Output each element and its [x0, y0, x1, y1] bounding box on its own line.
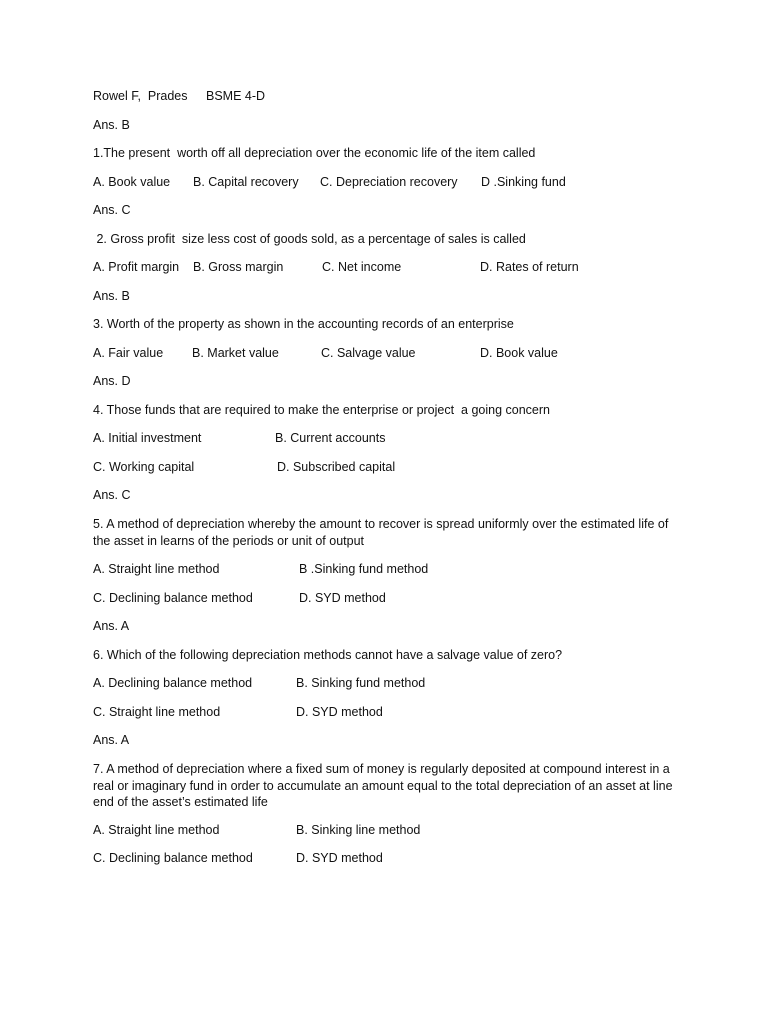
- student-name: Rowel F, Prades: [93, 89, 188, 103]
- question-6-option-d: D. SYD method: [296, 705, 383, 719]
- answer-7: Ans. A: [93, 733, 130, 747]
- question-6-option-a: A. Declining balance method: [93, 676, 253, 690]
- question-6-option-b: B. Sinking fund method: [296, 676, 426, 690]
- answer-1: Ans. B: [93, 118, 130, 132]
- question-2-option-d: D. Rates of return: [480, 260, 579, 274]
- question-6-text: 6. Which of the following depreciation methods cannot have a salvage value of zero?: [93, 648, 563, 662]
- question-2-option-c: C. Net income: [322, 260, 402, 274]
- question-1-text: 1.The present worth off all depreciation over the economic life of the item called: [93, 146, 536, 160]
- question-4-text: 4. Those funds that are required to make the enterprise or project a going concern: [93, 403, 550, 417]
- question-7-text: 7. A method of depreciation where a fixed sum of money is regularly deposited at compound interest in a real or imaginary fund in order to accumulate an amount equal to the total depreciation of an asset at line end of the asset’s estimated life: [93, 762, 673, 809]
- question-7-option-a: A. Straight line method: [93, 823, 220, 837]
- question-2-text: 2. Gross profit size less cost of goods sold, as a percentage of sales is called: [93, 232, 526, 246]
- question-5-option-c: C. Declining balance method: [93, 591, 253, 605]
- answer-2: Ans. C: [93, 203, 131, 217]
- question-3-option-b: B. Market value: [192, 346, 279, 360]
- question-2-option-b: B. Gross margin: [193, 260, 284, 274]
- question-5-option-a: A. Straight line method: [93, 562, 220, 576]
- question-4-option-a: A. Initial investment: [93, 431, 202, 445]
- student-section: BSME 4-D: [206, 89, 266, 103]
- question-7-option-c: C. Declining balance method: [93, 851, 253, 865]
- question-5-option-b: B .Sinking fund method: [299, 562, 429, 576]
- answer-4: Ans. D: [93, 374, 131, 388]
- answer-3: Ans. B: [93, 289, 130, 303]
- question-1-option-d: D .Sinking fund: [481, 175, 566, 189]
- question-7-option-b: B. Sinking line method: [296, 823, 421, 837]
- question-4-option-b: B. Current accounts: [275, 431, 386, 445]
- question-1-option-b: B. Capital recovery: [193, 175, 299, 189]
- question-1-option-c: C. Depreciation recovery: [320, 175, 458, 189]
- question-2-option-a: A. Profit margin: [93, 260, 180, 274]
- question-3-text: 3. Worth of the property as shown in the accounting records of an enterprise: [93, 317, 514, 331]
- question-4-option-d: D. Subscribed capital: [277, 460, 396, 474]
- question-5-option-d: D. SYD method: [299, 591, 386, 605]
- question-4-option-c: C. Working capital: [93, 460, 195, 474]
- answer-6: Ans. A: [93, 619, 130, 633]
- question-5-text: 5. A method of depreciation whereby the amount to recover is spread uniformly over the estimated life of the asset in learns of the periods or unit of output: [93, 517, 669, 548]
- question-3-option-d: D. Book value: [480, 346, 558, 360]
- question-3-option-a: A. Fair value: [93, 346, 164, 360]
- question-6-option-c: C. Straight line method: [93, 705, 221, 719]
- question-3-option-c: C. Salvage value: [321, 346, 416, 360]
- question-7-option-d: D. SYD method: [296, 851, 383, 865]
- answer-5: Ans. C: [93, 488, 131, 502]
- question-1-option-a: A. Book value: [93, 175, 171, 189]
